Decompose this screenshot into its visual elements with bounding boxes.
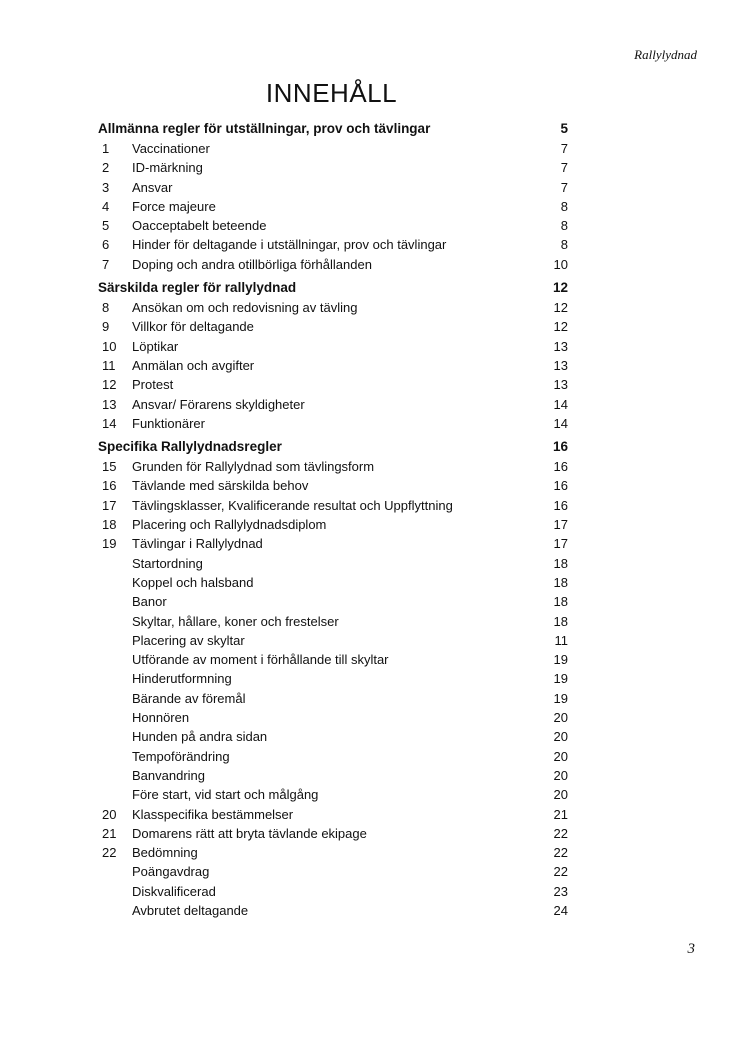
toc-entry	[98, 197, 568, 216]
toc-entry-title: Honnören	[132, 710, 190, 726]
toc-page-number: 16	[553, 459, 568, 475]
toc-entry-title: Grunden för Rallylydnad som tävlingsform	[132, 459, 375, 475]
toc-entry-title: Ansökan om och redovisning av tävling	[132, 300, 358, 316]
toc-entry-title: Skyltar, hållare, koner och frestelser	[132, 613, 339, 629]
toc-page-number: 11	[554, 632, 568, 648]
toc-entry-number: 5	[102, 218, 110, 234]
toc-entry	[98, 395, 568, 414]
toc-page-number: 20	[553, 729, 568, 745]
toc-page-number: 22	[553, 845, 568, 861]
toc-entry-title: Klasspecifika bestämmelser	[132, 806, 294, 822]
toc-entry	[98, 631, 568, 650]
toc-entry	[98, 554, 568, 573]
toc-entry-title: Placering av skyltar	[132, 632, 245, 648]
toc-entry-title: Doping och andra otillbörliga förhållanden	[132, 256, 372, 272]
toc-entry-title: Startordning	[132, 555, 203, 571]
toc-entry-title: Bedömning	[132, 845, 198, 861]
toc-entry-title: Force majeure	[132, 198, 216, 214]
toc-page-number: 13	[553, 357, 568, 373]
toc-entry-number: 10	[102, 338, 117, 354]
page-title: INNEHÅLL	[265, 78, 398, 108]
toc-entry	[98, 414, 568, 433]
toc-entry-title: Hinder för deltagande i utställningar, prov och tävlingar	[132, 237, 447, 253]
toc-page-number: 16	[552, 439, 568, 455]
toc-entry-title: Funktionärer	[132, 415, 205, 431]
toc-entry-title: Tävlingar i Rallylydnad	[132, 536, 263, 552]
toc-entry	[98, 356, 568, 375]
toc-entry	[98, 139, 568, 158]
toc-page-number: 20	[553, 787, 568, 803]
toc-entry	[98, 317, 568, 336]
toc-section-title: Särskilda regler för rallylydnad	[98, 280, 297, 296]
toc-entry	[98, 843, 568, 862]
toc-page-number: 18	[553, 594, 568, 610]
toc-entry-number: 1	[102, 141, 110, 156]
toc-entry-title: Ansvar/ Förarens skyldigheter	[132, 396, 305, 412]
toc-entry-number: 19	[102, 536, 117, 552]
table-of-contents	[98, 118, 568, 920]
toc-entry-title: Banvandring	[132, 767, 205, 783]
toc-page-number: 8	[560, 237, 568, 253]
toc-entry	[98, 766, 568, 785]
toc-entry-number: 4	[102, 198, 110, 214]
toc-page-number: 22	[553, 864, 568, 880]
toc-entry	[98, 337, 568, 356]
toc-entry-number: 6	[102, 237, 110, 253]
toc-entry-title: Löptikar	[132, 338, 179, 354]
toc-page-number: 19	[553, 671, 568, 687]
toc-entry	[98, 669, 568, 688]
toc-entry	[98, 901, 568, 920]
toc-page-number: 20	[553, 767, 568, 783]
toc-entry-number: 8	[102, 300, 110, 316]
toc-entry	[98, 805, 568, 824]
toc-page-number: 13	[553, 338, 568, 354]
toc-entry	[98, 650, 568, 669]
toc-entry-title: Tempoförändring	[132, 748, 230, 764]
toc-entry-number: 17	[102, 497, 117, 513]
toc-entry	[98, 375, 568, 394]
toc-entry	[98, 255, 568, 274]
toc-entry-title: Villkor för deltagande	[132, 319, 254, 335]
toc-page-number: 8	[560, 198, 568, 214]
toc-page-number: 16	[553, 497, 568, 513]
toc-entry-title: Tävlande med särskilda behov	[132, 478, 309, 494]
toc-page-number: 24	[553, 902, 568, 918]
toc-entry	[98, 476, 568, 495]
toc-entry-title: Vaccinationer	[132, 141, 210, 156]
toc-page-number: 22	[553, 825, 568, 841]
toc-entry-title: Utförande av moment i förhållande till skyltar	[132, 652, 389, 668]
toc-entry	[98, 457, 568, 476]
toc-page-number: 17	[553, 536, 568, 552]
toc-entry	[98, 882, 568, 901]
toc-entry	[98, 747, 568, 766]
toc-entry	[98, 612, 568, 631]
toc-entry-title: Anmälan och avgifter	[132, 357, 255, 373]
toc-entry	[98, 515, 568, 534]
toc-entry	[98, 216, 568, 235]
toc-entry-title: Banor	[132, 594, 167, 610]
toc-entry-title: Koppel och halsband	[132, 574, 254, 590]
toc-section-title: Allmänna regler för utställningar, prov och tävlingar	[98, 121, 431, 136]
toc-entry-title: Avbrutet deltagande	[132, 902, 249, 918]
toc-section-heading	[98, 118, 568, 139]
toc-entry-title: Hunden på andra sidan	[132, 729, 268, 745]
toc-entry-title: Ansvar	[132, 179, 173, 195]
toc-page-number: 23	[553, 883, 568, 899]
toc-page-number: 7	[560, 141, 568, 156]
toc-entry	[98, 573, 568, 592]
toc-entry-title: Domarens rätt att bryta tävlande ekipage	[132, 825, 367, 841]
toc-page-number: 8	[560, 218, 568, 234]
toc-page-number: 21	[553, 806, 568, 822]
toc-entry-title: Placering och Rallylydnadsdiplom	[132, 517, 327, 533]
toc-entry	[98, 158, 568, 177]
toc-entry	[98, 862, 568, 881]
toc-entry	[98, 785, 568, 804]
toc-entry-title: Diskvalificerad	[132, 883, 216, 899]
toc-entry-title: Tävlingsklasser, Kvalificerande resultat och Uppflyttning	[132, 497, 453, 513]
toc-page-number: 16	[553, 478, 568, 494]
toc-page-number: 18	[553, 574, 568, 590]
toc-section-heading	[98, 277, 568, 298]
toc-entry-number: 9	[102, 319, 110, 335]
toc-entry-number: 2	[102, 160, 110, 176]
toc-entry	[98, 298, 568, 317]
toc-entry-number: 15	[102, 459, 117, 475]
toc-page-number: 10	[553, 256, 568, 272]
toc-page-number: 20	[553, 748, 568, 764]
toc-page-number: 20	[553, 710, 568, 726]
toc-section-heading	[98, 436, 568, 457]
toc-entry	[98, 824, 568, 843]
toc-page-number: 19	[553, 690, 568, 706]
toc-entry-number: 12	[102, 377, 117, 393]
toc-page-number: 14	[553, 415, 568, 431]
toc-entry	[98, 689, 568, 708]
toc-entry-title: Bärande av föremål	[132, 690, 246, 706]
toc-page-number: 17	[553, 517, 568, 533]
toc-page-number: 12	[553, 319, 568, 335]
toc-entry-number: 20	[102, 806, 117, 822]
toc-section-title: Specifika Rallylydnadsregler	[98, 439, 282, 455]
toc-entry-number: 21	[102, 825, 117, 841]
toc-page-number: 19	[553, 652, 568, 668]
toc-entry-title: Före start, vid start och målgång	[132, 787, 319, 803]
toc-entry	[98, 727, 568, 746]
toc-entry	[98, 534, 568, 553]
toc-page-number: 18	[553, 555, 568, 571]
toc-entry-number: 14	[102, 415, 117, 431]
toc-entry-title: Protest	[132, 377, 174, 393]
toc-page-number: 12	[553, 300, 568, 316]
toc-entry	[98, 592, 568, 611]
running-header: Rallylydnad	[634, 47, 697, 62]
toc-entry-title: Poängavdrag	[132, 864, 210, 880]
toc-entry-title: ID-märkning	[132, 160, 203, 176]
toc-page-number: 5	[560, 121, 568, 136]
toc-page-number: 14	[553, 396, 568, 412]
toc-entry-number: 3	[102, 179, 110, 195]
toc-page-number: 7	[560, 160, 568, 176]
toc-page-number: 12	[552, 280, 568, 296]
toc-entry	[98, 235, 568, 254]
toc-entry	[98, 708, 568, 727]
toc-page-number: 13	[553, 377, 568, 393]
toc-entry	[98, 496, 568, 515]
toc-page-number: 7	[560, 179, 568, 195]
toc-page-number: 18	[553, 613, 568, 629]
toc-entry-title: Hinderutformning	[132, 671, 232, 687]
toc-entry-title: Oacceptabelt beteende	[132, 218, 267, 234]
toc-entry-number: 16	[102, 478, 117, 494]
page-number: 3	[687, 941, 695, 957]
toc-entry-number: 11	[102, 357, 116, 373]
toc-entry-number: 13	[102, 396, 117, 412]
toc-entry	[98, 178, 568, 197]
toc-entry-number: 18	[102, 517, 117, 533]
toc-entry-number: 22	[102, 845, 117, 861]
toc-entry-number: 7	[102, 256, 110, 272]
